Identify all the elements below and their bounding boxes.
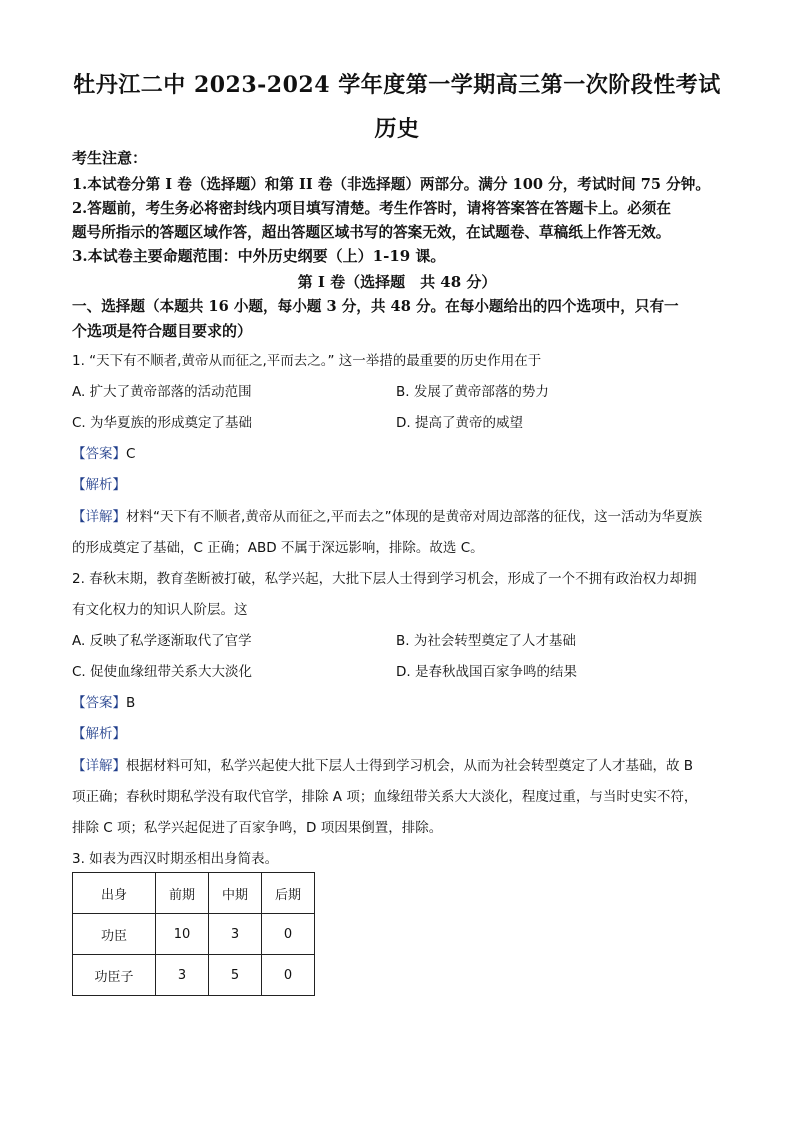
q2-detail-3: 排除 C 项；私学兴起促进了百家争鸣，D 项因果倒置，排除。	[72, 820, 443, 836]
notice-line-2a: 2.答题前，考生务必将密封线内项目填写清楚。考生作答时，请将答案答在答题卡上。必须在	[72, 200, 671, 217]
table-cell: 10	[156, 914, 209, 955]
table-header-row	[73, 873, 315, 914]
q1-answer-value: C	[126, 446, 136, 462]
q2-detail-2: 项正确；春秋时期私学没有取代官学，排除 A 项；血缘纽带关系大大淡化，程度过重，与当时史实不符，	[72, 789, 698, 805]
q2-detail-1	[72, 754, 693, 774]
q1-analysis-tag: 【解析】	[72, 477, 126, 493]
notice-line-3: 3.本试卷主要命题范围：中外历史纲要（上）1-19 课。	[72, 247, 446, 265]
table-cell: 功臣子	[73, 955, 156, 996]
q2-answer-value: B	[126, 695, 136, 711]
answer-tag: 【答案】	[72, 695, 126, 711]
table-row	[73, 955, 315, 996]
q1-option-d: D. 提高了黄帝的威望	[396, 415, 523, 431]
q2-option-a: A. 反映了私学逐渐取代了官学	[72, 633, 252, 649]
q2-analysis-tag: 【解析】	[72, 726, 126, 742]
notice-heading: 考生注意：	[72, 149, 148, 167]
notice-line-1: 1.本试卷分第 I 卷（选择题）和第 II 卷（非选择题）两部分。满分 100 分，考试时间 75 分钟。	[72, 176, 710, 193]
table-header-cell: 后期	[262, 873, 315, 914]
q2-detail-text-1: 根据材料可知，私学兴起使大批下层人士得到学习机会，从而为社会转型奠定了人才基础，故 B	[126, 758, 694, 774]
notice-line-2b: 题号所指示的答题区域作答，超出答题区域书写的答案无效，在试题卷、草稿纸上作答无效。	[72, 224, 671, 241]
table-header-cell: 出身	[73, 873, 156, 914]
chancellor-origin-table	[72, 872, 315, 996]
q1-detail-text-1: 材料“天下有不顺者,黄帝从而征之,平而去之”体现的是黄帝对周边部落的征伐，这一活动为华夏族	[126, 509, 703, 525]
q3-stem: 3. 如表为西汉时期丞相出身简表。	[72, 851, 279, 867]
part1-heading: 第 I 卷（选择题 共 48 分）	[297, 273, 497, 291]
answer-tag: 【答案】	[72, 446, 126, 462]
table-row	[73, 914, 315, 955]
q2-stem-1: 2. 春秋末期，教育垄断被打破，私学兴起，大批下层人士得到学习机会，形成了一个不拥有政治权力却拥	[72, 571, 697, 587]
subject-title: 历史	[374, 116, 420, 142]
q1-option-c: C. 为华夏族的形成奠定了基础	[72, 415, 253, 431]
q1-stem: 1. “天下有不顺者,黄帝从而征之,平而去之。” 这一举措的最重要的历史作用在于	[72, 353, 542, 369]
table-header-cell: 前期	[156, 873, 209, 914]
q2-answer	[72, 691, 135, 711]
q1-option-b: B. 发展了黄帝部落的势力	[396, 384, 549, 400]
exam-title: 牡丹江二中 2023-2024 学年度第一学期高三第一次阶段性考试	[73, 72, 721, 98]
q2-stem-2: 有文化权力的知识人阶层。这	[72, 602, 248, 618]
table-cell: 3	[209, 914, 262, 955]
part1-intro-1: 一、选择题（本题共 16 小题，每小题 3 分，共 48 分。在每小题给出的四个选项中，只有一	[72, 298, 679, 315]
q1-detail-2: 的形成奠定了基础，C 正确；ABD 不属于深远影响，排除。故选 C。	[72, 540, 484, 556]
q2-option-b: B. 为社会转型奠定了人才基础	[396, 633, 576, 649]
q2-option-d: D. 是春秋战国百家争鸣的结果	[396, 664, 577, 680]
detail-tag: 【详解】	[72, 758, 126, 774]
table-cell: 5	[209, 955, 262, 996]
detail-tag: 【详解】	[72, 509, 126, 525]
q1-answer	[72, 442, 135, 462]
table-header-cell: 中期	[209, 873, 262, 914]
table-cell: 功臣	[73, 914, 156, 955]
q1-option-a: A. 扩大了黄帝部落的活动范围	[72, 384, 252, 400]
table-cell: 0	[262, 955, 315, 996]
table-cell: 0	[262, 914, 315, 955]
q2-option-c: C. 促使血缘纽带关系大大淡化	[72, 664, 253, 680]
table-cell: 3	[156, 955, 209, 996]
q1-detail-1	[72, 505, 702, 525]
part1-intro-2: 个选项是符合题目要求的）	[72, 322, 253, 340]
